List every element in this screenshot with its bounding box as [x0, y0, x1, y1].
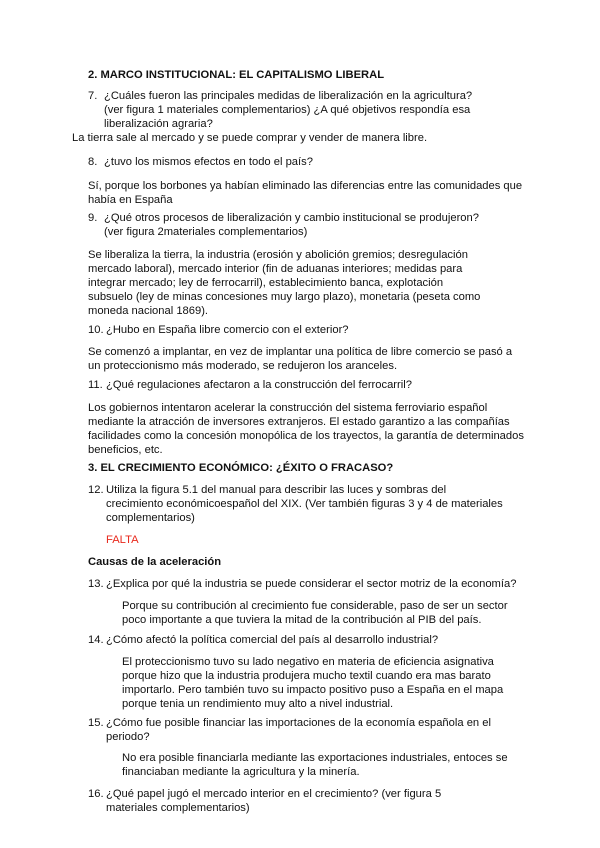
- question-text: ¿Qué otros procesos de liberalización y cambio institucional se produjeron?: [104, 212, 479, 224]
- question-text: (ver figura 2materiales complementarios): [104, 226, 308, 238]
- question-text: ¿Cómo afectó la política comercial del país al desarrollo industrial?: [106, 634, 439, 646]
- answer-text: porque hizo que la industria produjera mucho textil cuando era mas barato: [122, 670, 491, 682]
- answer-text: Se liberaliza la tierra, la industria (erosión y abolición gremios; desregulación: [88, 249, 468, 261]
- question-text: materiales complementarios): [106, 802, 250, 814]
- question-number: 16.: [88, 788, 104, 800]
- question-number: 15.: [88, 717, 104, 729]
- answer-text: Los gobiernos intentaron acelerar la construcción del sistema ferroviario español: [88, 402, 488, 414]
- missing-answer-label: FALTA: [106, 534, 139, 546]
- answer-text: beneficios, etc.: [88, 444, 163, 456]
- question-number: 13.: [88, 578, 104, 590]
- question-text: (ver figura 1 materiales complementarios) ¿A qué objetivos respondía esa: [104, 104, 471, 116]
- answer-text: había en España: [88, 194, 173, 206]
- question-number: 14.: [88, 634, 104, 646]
- question-number: 8.: [88, 156, 98, 168]
- question-text: ¿Hubo en España libre comercio con el exterior?: [106, 324, 349, 336]
- answer-text: No era posible financiarla mediante las exportaciones industriales, entoces se: [122, 752, 508, 764]
- section-3-title: 3. EL CRECIMIENTO ECONÓMICO: ¿ÉXITO O FRACASO?: [88, 462, 394, 474]
- answer-text: porque tenia un rendimiento muy alto a nivel industrial.: [122, 698, 394, 710]
- answer-text: un proteccionismo más moderado, se redujeron los aranceles.: [88, 360, 398, 372]
- answer-text: financiaban mediante la agricultura y la minería.: [122, 766, 360, 778]
- answer-text: poco importante a que tuviera la mitad de la contribución al PIB del país.: [122, 614, 482, 626]
- question-text: ¿Qué papel jugó el mercado interior en el crecimiento? (ver figura 5: [106, 788, 442, 800]
- question-text: periodo?: [106, 731, 150, 743]
- question-number: 12.: [88, 484, 104, 496]
- question-number: 10.: [88, 324, 104, 336]
- question-number: 11.: [88, 379, 103, 391]
- answer-7: La tierra sale al mercado y se puede comprar y vender de manera libre.: [72, 132, 428, 144]
- answer-text: Sí, porque los borbones ya habían eliminado las diferencias entre las comunidades que: [88, 180, 523, 192]
- answer-text: Se comenzó a implantar, en vez de implantar una política de libre comercio se pasó a: [88, 346, 513, 358]
- question-number: 9.: [88, 212, 98, 224]
- question-text: ¿Explica por qué la industria se puede considerar el sector motriz de la economía?: [106, 578, 517, 590]
- answer-text: importarlo. Pero también tuvo su impacto positivo puso a España en el mapa: [122, 684, 504, 696]
- answer-text: mercado laboral), mercado interior (fin de aduanas interiores; medidas para: [88, 263, 463, 275]
- question-text: crecimiento económicoespañol del XIX. (Ver también figuras 3 y 4 de materiales: [106, 498, 503, 510]
- question-text: Utiliza la figura 5.1 del manual para describir las luces y sombras del: [106, 484, 447, 496]
- answer-text: subsuelo (ley de minas concesiones muy largo plazo), monetaria (peseta como: [88, 291, 481, 303]
- answer-text: El proteccionismo tuvo su lado negativo en materia de eficiencia asignativa: [122, 656, 494, 668]
- answer-text: moneda nacional 1869).: [88, 305, 209, 317]
- section-2-title: 2. MARCO INSTITUCIONAL: EL CAPITALISMO LIBERAL: [88, 69, 385, 81]
- question-text: complementarios): [106, 512, 195, 524]
- subheading-causas: Causas de la aceleración: [88, 556, 222, 568]
- answer-text: mediante la atracción de inversores extranjeros. El estado garantizo a las compañías: [88, 416, 510, 428]
- answer-text: Porque su contribución al crecimiento fue considerable, paso de ser un sector: [122, 600, 508, 612]
- question-text: ¿Cuáles fueron las principales medidas de liberalización en la agricultura?: [104, 90, 473, 102]
- question-text: liberalización agraria?: [104, 118, 213, 130]
- answer-text: integrar mercado; ley de ferrocarril), establecimiento banca, explotación: [88, 277, 444, 289]
- question-text: ¿Qué regulaciones afectaron a la construcción del ferrocarril?: [106, 379, 412, 391]
- answer-text: facilidades como la concesión monopólica de los trayectos, la garantía de determinados: [88, 430, 524, 442]
- question-text: ¿tuvo los mismos efectos en todo el país?: [104, 156, 313, 168]
- question-text: ¿Cómo fue posible financiar las importaciones de la economía española en el: [106, 717, 491, 729]
- question-number: 7.: [88, 90, 98, 102]
